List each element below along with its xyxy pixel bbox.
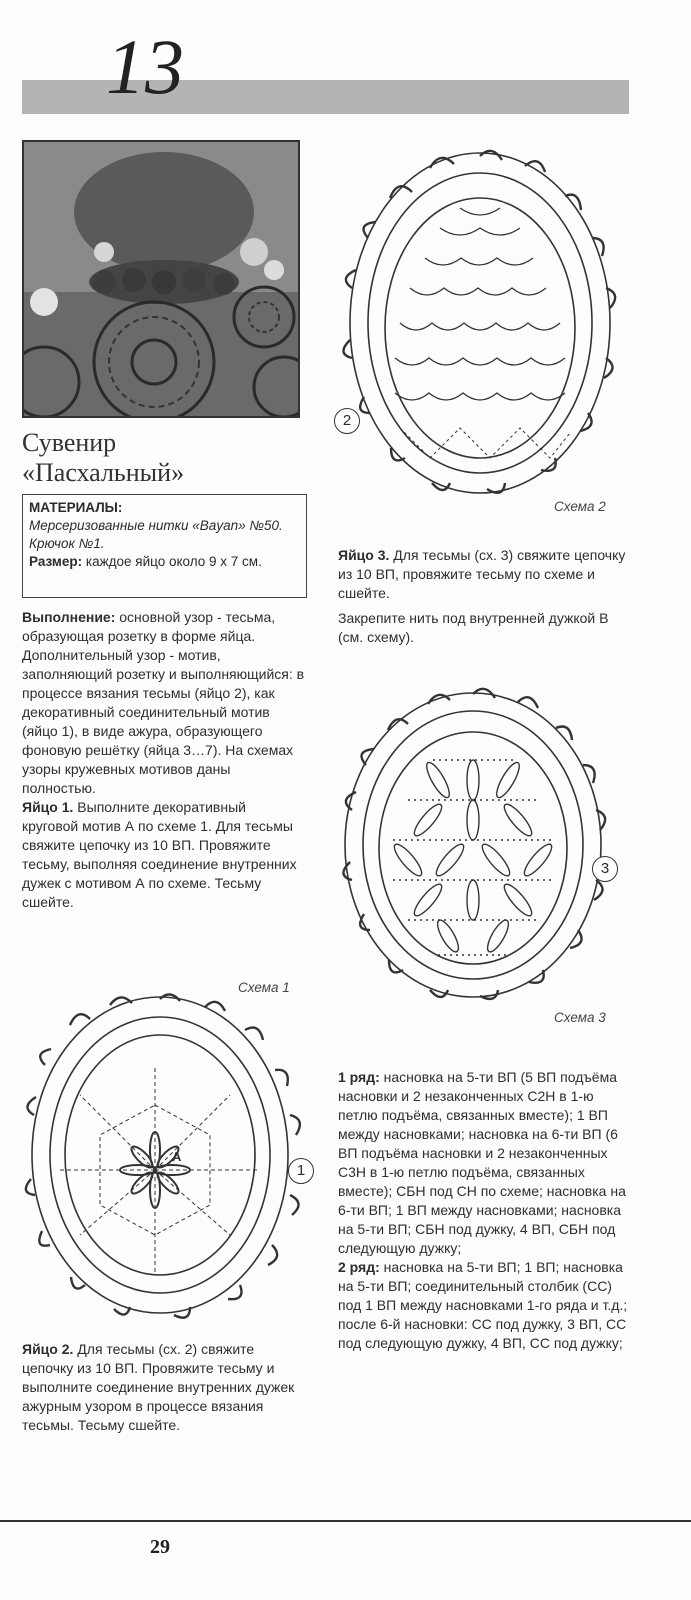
title-line-1: Сувенир [22, 428, 117, 457]
egg2-text [22, 1340, 306, 1435]
egg1-body: Выполните декоративный круговой мотив А по схеме 1. Для тесьмы свяжите цепочку из 10 ВП. Провяжите тесьму, выполняя соединение внутренних дужек с мотивом А по схеме. Тесьму сшейте. [22, 799, 297, 910]
rows-text [338, 1068, 628, 1353]
row1-label: 1 ряд: [338, 1069, 380, 1085]
materials-box [22, 494, 307, 598]
photo [22, 140, 300, 418]
egg3-label: Яйцо 3. [338, 547, 390, 563]
scheme3-caption: Схема 3 [554, 1010, 606, 1025]
execution-body: основной узор - тесьма, образующая розетку в форме яйца. Дополнительный узор - мотив, заполняющий розетку и выполняющийся: в процессе вязания тесьмы (яйцо 2), как декоративный соединительный мотив (яйцо 1), в виде ажура, образующего фоновую решётку (яйца 3…7). На схемах узоры кружевных мотивов даны полностью. [22, 609, 305, 796]
egg2-body: Для тесьмы (сх. 2) свяжите цепочку из 10 ВП. Провяжите тесьму и выполните соединение внутренних дужек ажурным узором в процессе вязания тесьмы. Тесьму сшейте. [22, 1341, 295, 1433]
size-text: каждое яйцо около 9 х 7 см. [82, 554, 262, 569]
row2-body: насновка на 5-ти ВП; 1 ВП; насновка на 5-ти ВП; соединительный столбик (СС) под 1 ВП между насновками 1-го ряда и т.д.; после 6-й насновки: СС под дужку, 3 ВП, СС под следующую дужку, 4 ВП, СС под дужку; [338, 1259, 628, 1351]
scheme2-badge: 2 [334, 408, 360, 434]
title-line-2: «Пасхальный» [22, 458, 185, 487]
scheme3-diagram [338, 680, 628, 1005]
page-number: 29 [150, 1536, 170, 1558]
execution-label: Выполнение: [22, 609, 116, 625]
photo-image [24, 142, 298, 416]
egg3-body2: Закрепите нить под внутренней дужкой В (см. схему). [338, 610, 609, 645]
execution-text [22, 608, 306, 912]
materials-heading: МАТЕРИАЛЫ: [29, 500, 123, 515]
scheme1-diagram [20, 985, 320, 1325]
egg3-body: Для тесьмы (сх. 3) свяжите цепочку из 10 ВП, провяжите тесьму по схеме и сшейте. [338, 547, 626, 601]
materials-threads: Мерсеризованные нитки «Bayan» №50. Крючок №1. [29, 518, 283, 551]
article-title [22, 428, 184, 488]
footer-rule [0, 1520, 691, 1522]
scheme1-label-a: A [172, 1149, 182, 1164]
scheme2-caption: Схема 2 [554, 499, 606, 514]
materials-size [29, 553, 300, 571]
scheme1-badge: 1 [288, 1158, 314, 1184]
row1-body: насновка на 5-ти ВП (5 ВП подъёма насновки и 2 незаконченных С2Н в 1-ю петлю подъёма, связанных вместе); 1 ВП между насновками; насновка на 6-ти ВП (6 ВП подъёма насновки и 2 незаконченных С3Н в 1-ю петлю подъёма, связанных вместе); СБН под СН по схеме; насновка на 6-ти ВП; 1 ВП между насновками; насновка на 5-ти ВП; СБН под дужку, 4 ВП, СБН под следующую дужку; [338, 1069, 626, 1256]
size-label: Размер: [29, 554, 83, 569]
chapter-number: 13 [106, 23, 184, 110]
scheme1-caption: Схема 1 [238, 980, 290, 995]
scheme2-diagram [330, 138, 630, 503]
row2-label: 2 ряд: [338, 1259, 380, 1275]
egg1-label: Яйцо 1. [22, 799, 74, 815]
egg2-label: Яйцо 2. [22, 1341, 74, 1357]
scheme3-badge: 3 [592, 856, 618, 882]
egg3-text [338, 546, 628, 647]
